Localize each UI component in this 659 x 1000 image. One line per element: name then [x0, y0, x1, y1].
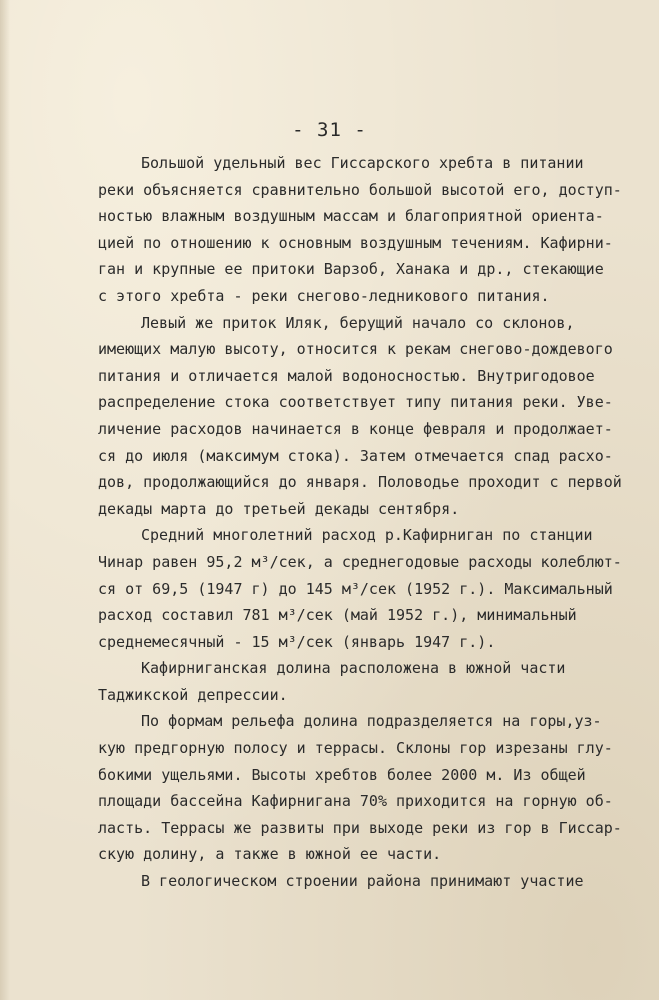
paragraph-4: [98, 655, 588, 708]
text-line: бокими ущельями. Высоты хребтов более 2000 м. Из общей: [98, 765, 586, 784]
text-line: среднемесячный - 15 м³/сек (январь 1947 г.).: [98, 632, 496, 651]
document-body: [98, 150, 622, 895]
text-line: кую предгорную полосу и террасы. Склоны гор изрезаны глу-: [98, 739, 613, 758]
text-line: Большой удельный вес Гиссарского хребта в питании: [141, 154, 584, 172]
page-edge-shadow: [0, 0, 10, 1000]
text-line: ся от 69,5 (1947 г) до 145 м³/сек (1952 г.). Максимальный: [98, 579, 613, 598]
text-line: Кафирниганская долина расположена в южной части: [141, 659, 566, 678]
text-line: Таджикской депрессии.: [98, 685, 288, 704]
text-line: с этого хребта - реки снегово-ледникового питания.: [98, 286, 550, 305]
text-line: реки объясняется сравнительно большой высотой его, доступ-: [98, 180, 622, 199]
page-number: - 31 -: [292, 119, 367, 141]
text-line: личение расходов начинается в конце февраля и продолжает-: [98, 419, 613, 438]
text-line: декады марта до третьей декады сентября.: [98, 499, 460, 518]
text-line: Чинар равен 95,2 м³/сек, а среднегодовые расходы колеблют-: [98, 552, 622, 571]
text-line: По формам рельефа долина подразделяется на горы,уз-: [141, 712, 602, 731]
paragraph-5: [98, 708, 622, 868]
text-line: Левый же приток Иляк, берущий начало со склонов,: [141, 313, 575, 332]
text-line: В геологическом строении района принимают участие: [141, 872, 584, 891]
text-line: Средний многолетний расход р.Кафирниган по станции: [141, 526, 593, 545]
paragraph-6: [98, 868, 588, 895]
text-line: распределение стока соответствует типу питания реки. Уве-: [98, 393, 613, 412]
text-line: расход составил 781 м³/сек (май 1952 г.), минимальный: [98, 606, 577, 625]
text-line: имеющих малую высоту, относится к рекам снегово-дождевого: [98, 340, 613, 359]
text-line: ган и крупные ее притоки Варзоб, Ханака и др., стекающие: [98, 260, 604, 279]
text-line: питания и отличается малой водоносностью. Внутригодовое: [98, 366, 595, 385]
paragraph-1: [98, 150, 622, 310]
text-line: ся до июля (максимум стока). Затем отмечается спад расхо-: [98, 446, 613, 465]
paragraph-2: [98, 310, 622, 523]
text-line: ностью влажным воздушным массам и благоприятной ориента-: [98, 207, 604, 226]
text-line: цией по отношению к основным воздушным течениям. Кафирни-: [98, 233, 613, 252]
paragraph-3: [98, 522, 622, 655]
text-line: скую долину, а также в южной ее части.: [98, 845, 442, 864]
text-line: дов, продолжающийся до января. Половодье проходит с первой: [98, 473, 622, 492]
text-line: площади бассейна Кафирнигана 70% приходится на горную об-: [98, 792, 613, 811]
text-line: ласть. Террасы же развиты при выходе реки из гор в Гиссар-: [98, 818, 622, 837]
